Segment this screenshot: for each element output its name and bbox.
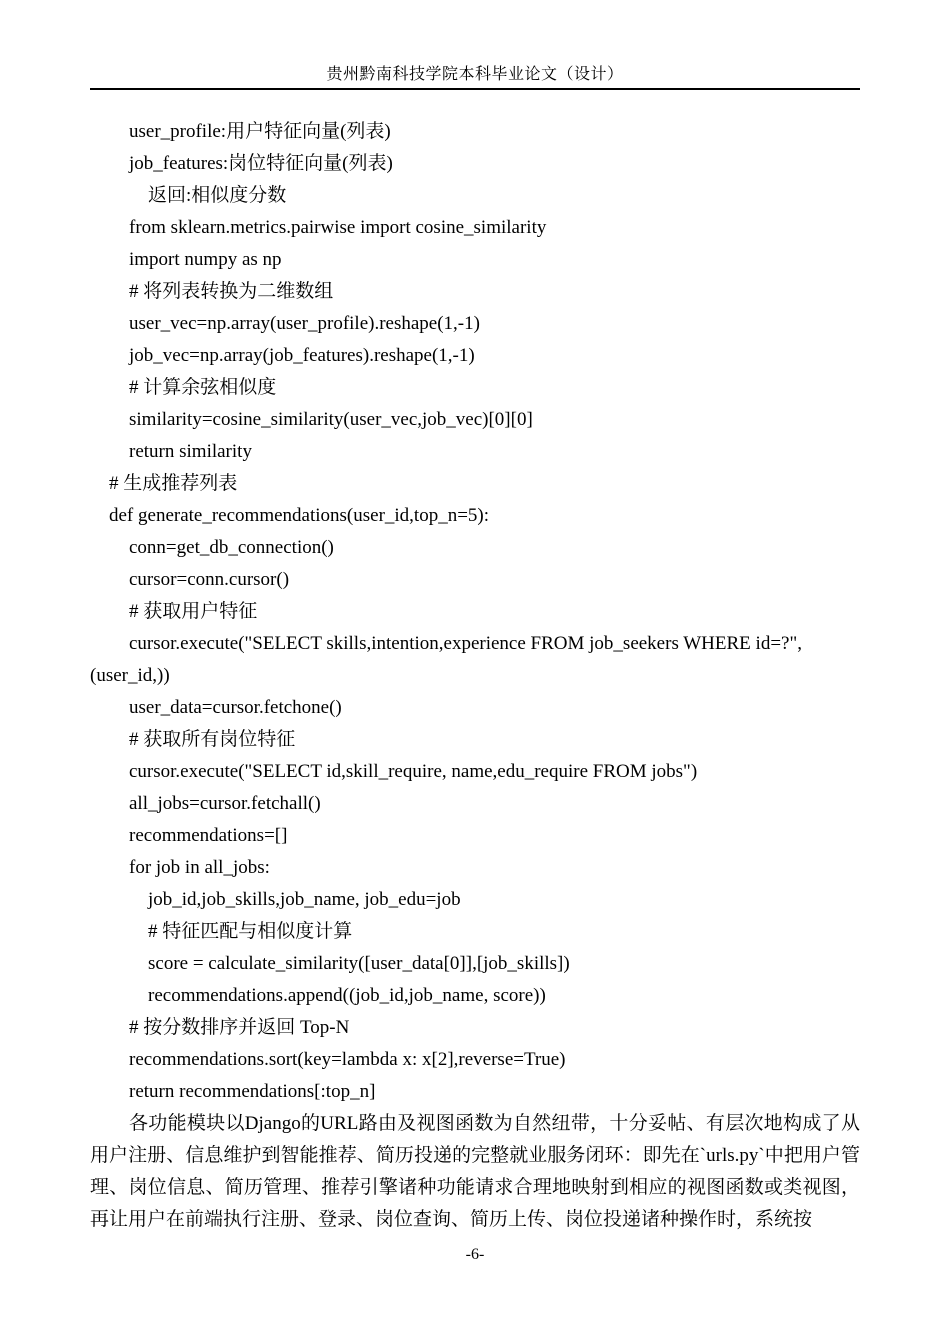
code-line: user_data=cursor.fetchone() (129, 697, 342, 718)
code-line: 返回:相似度分数 (148, 185, 287, 206)
paragraph-rest: 从用户注册、信息维护到智能推荐、简历投递的完整就业服务闭环：即先在`urls.py`中把用户管理、岗位信息、简历管理、推荐引擎诸种功能请求合理地映射到相应的视图函数或类视图，再让用户在前端执行注册、登录、岗位查询、简历上传、岗位投递诸种操作时，系统按 (90, 1113, 860, 1230)
code-line: job_vec=np.array(job_features).reshape(1,-1) (129, 345, 475, 366)
code-line: all_jobs=cursor.fetchall() (129, 793, 321, 814)
code-line: return similarity (129, 441, 252, 462)
page-number: -6- (465, 1246, 485, 1263)
code-line: for job in all_jobs: (129, 857, 270, 878)
code-line: # 获取所有岗位特征 (129, 729, 296, 750)
code-line: from sklearn.metrics.pairwise import cosine_similarity (129, 217, 547, 238)
code-line: # 将列表转换为二维数组 (129, 281, 334, 302)
code-line: # 获取用户特征 (129, 601, 258, 622)
code-line: recommendations.sort(key=lambda x: x[2],reverse=True) (129, 1049, 566, 1070)
code-line: # 特征匹配与相似度计算 (148, 921, 353, 942)
code-line: # 生成推荐列表 (109, 473, 238, 494)
header-rule (90, 88, 860, 90)
code-line: job_id,job_skills,job_name, job_edu=job (148, 889, 461, 910)
code-line: recommendations=[] (129, 825, 288, 846)
paragraph-first-line: 各功能模块以Django的URL路由及视图函数为自然纽带，十分妥帖、有层次地构成了 (129, 1113, 841, 1134)
code-line: similarity=cosine_similarity(user_vec,job_vec)[0][0] (129, 409, 533, 430)
code-line: job_features:岗位特征向量(列表) (129, 153, 393, 174)
code-line: # 计算余弦相似度 (129, 377, 277, 398)
code-line: def generate_recommendations(user_id,top_n=5): (109, 505, 490, 526)
code-line: # 按分数排序并返回 Top-N (129, 1017, 350, 1038)
code-line: import numpy as np (129, 249, 282, 270)
code-line: cursor=conn.cursor() (129, 569, 290, 590)
code-line: cursor.execute("SELECT id,skill_require, name,edu_require FROM jobs") (129, 761, 698, 782)
code-line: return recommendations[:top_n] (129, 1081, 376, 1102)
page-body (90, 116, 860, 1236)
code-line: user_vec=np.array(user_profile).reshape(1,-1) (129, 313, 480, 334)
code-line: (user_id,)) (90, 665, 170, 686)
code-line: conn=get_db_connection() (129, 537, 334, 558)
page-header: 贵州黔南科技学院本科毕业论文（设计） (326, 66, 624, 83)
code-line: user_profile:用户特征向量(列表) (129, 121, 391, 142)
body-paragraph (90, 1108, 860, 1236)
code-line: recommendations.append((job_id,job_name, score)) (148, 985, 546, 1006)
code-line: score = calculate_similarity([user_data[0]],[job_skills]) (148, 953, 570, 974)
code-line: cursor.execute("SELECT skills,intention,experience FROM job_seekers WHERE id=?", (129, 633, 802, 654)
code-listing (90, 116, 860, 1108)
